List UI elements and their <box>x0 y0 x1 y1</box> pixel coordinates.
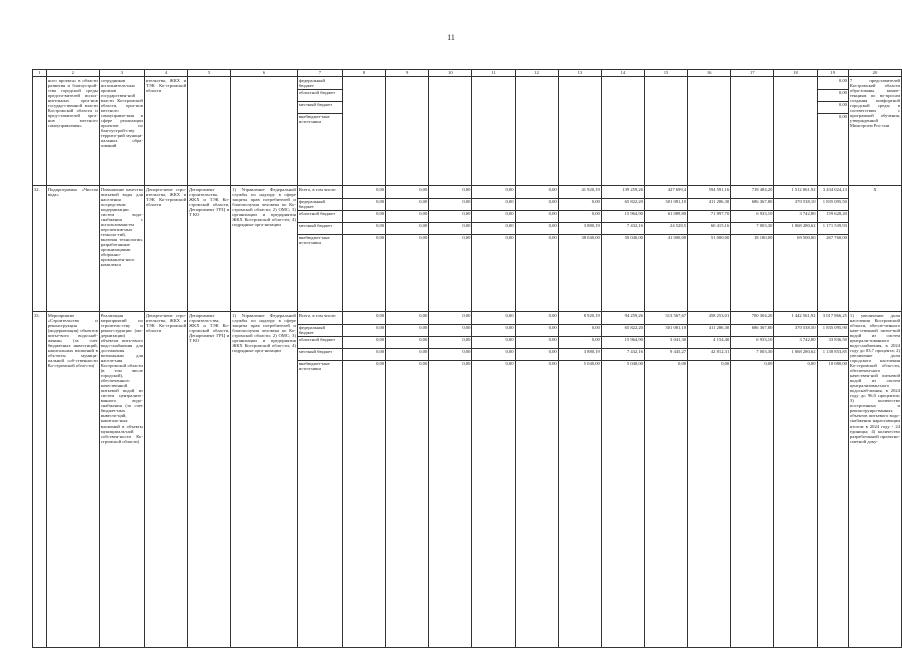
amount: 0,00 <box>429 313 471 325</box>
column-number: 6 <box>231 70 298 77</box>
amount-cell <box>644 77 687 186</box>
amount: 313 567,67 <box>645 313 687 325</box>
column-number: 5 <box>188 70 231 77</box>
amount-cell <box>731 77 774 186</box>
cell-c3: Повышение качества питьевой воды для населения посредством модернизации систем водо-снабжения с использовани-ем перспектив-ных техноло-гий, включая технологии, разработанные организациями оборонно-промышлен-ного комплекса <box>99 186 144 312</box>
amount-cell <box>774 186 817 312</box>
amount: 42 812,31 <box>688 349 730 361</box>
amount: 0,00 <box>429 325 471 337</box>
column-number-row <box>33 70 902 77</box>
amount: 0,00 <box>419 234 428 240</box>
amount: 65 822,20 <box>602 199 644 211</box>
amount: 686 367,80 <box>731 325 773 337</box>
amount-cell <box>774 77 817 186</box>
funding-sources-cell <box>297 312 342 648</box>
amount: 427 699,4 <box>645 187 687 199</box>
amount: 0,00 <box>343 223 385 235</box>
amount: 0,00 <box>429 211 471 223</box>
amount: 69 500,00 <box>797 234 816 240</box>
cell-c4: ительства, ЖКХ и ТЭК Ко-стромской области <box>144 77 187 186</box>
column-number: 17 <box>731 70 774 77</box>
amount: 0,00 <box>386 187 428 199</box>
funding-source: Всего, в том числе: <box>298 313 342 325</box>
column-number: 16 <box>688 70 731 77</box>
amount-cell <box>731 186 774 312</box>
amount-cell <box>429 312 472 648</box>
column-number: 20 <box>848 70 901 77</box>
amount: 411 286,30 <box>688 325 730 337</box>
amount: 71 897,70 <box>688 211 730 223</box>
amount: 686 367,80 <box>731 199 773 211</box>
amount: 0,00 <box>678 360 687 366</box>
column-number: 2 <box>46 70 99 77</box>
funding-sources-cell <box>297 77 342 186</box>
amount-cell <box>731 312 774 648</box>
amount: 139 259,26 <box>602 187 644 199</box>
column-number: 3 <box>99 70 144 77</box>
amount: 0,00 <box>386 349 428 361</box>
amount-cell <box>429 186 472 312</box>
column-number: 10 <box>429 70 472 77</box>
amount-cell <box>688 77 731 186</box>
amount-cell <box>386 312 429 648</box>
amount: 5 040,00 <box>626 360 643 366</box>
amount-cell <box>558 312 601 648</box>
amount: 0,00 <box>386 223 428 235</box>
amount: 9 445,27 <box>645 349 687 361</box>
amount: 0,00 <box>472 223 514 235</box>
amount: 1 512 061,92 <box>774 187 816 199</box>
amount: 0,00 <box>516 325 558 337</box>
amount: 3 434 024,13 <box>818 187 848 199</box>
amount: 411 286,30 <box>688 199 730 211</box>
amount: 33 836,50 <box>818 337 848 349</box>
amount: 370 538,50 <box>774 325 816 337</box>
column-number: 19 <box>817 70 848 77</box>
amount: 458 253,01 <box>688 313 730 325</box>
amount: 0,00 <box>516 337 558 349</box>
cell-c5 <box>188 77 231 186</box>
amount-cell <box>342 312 385 648</box>
funding-source: Всего, в том числе: <box>298 187 342 199</box>
amount: 10 080,00 <box>828 360 847 366</box>
amount: 0,00 <box>516 211 558 223</box>
amount: 0,00 <box>516 199 558 211</box>
amount-cell <box>386 77 429 186</box>
total-amount: 0,00 <box>818 90 848 102</box>
amount: 65 822,20 <box>602 325 644 337</box>
amount-cell <box>558 186 601 312</box>
amount: 0,00 <box>548 234 557 240</box>
result-cell: X <box>848 186 901 312</box>
cell-c4: Департа-мент стро-ительства, ЖКХ и ТЭК Ко-стромской области <box>144 312 187 648</box>
amount-cell <box>429 77 472 186</box>
amount: 0,00 <box>386 325 428 337</box>
amount: 0,00 <box>429 337 471 349</box>
funding-source: областной бюджет <box>298 337 342 349</box>
amount: 0,00 <box>386 211 428 223</box>
funding-source: федеральный бюджет <box>298 199 342 211</box>
funding-source: местный бюджет <box>298 349 342 361</box>
amount-cell <box>558 77 601 186</box>
funding-source: местный бюджет <box>298 102 342 114</box>
funding-source: федеральный бюджет <box>298 325 342 337</box>
amount: 3 880,19 <box>559 349 601 361</box>
amount: 0,00 <box>559 199 601 211</box>
amount: 0,00 <box>721 360 730 366</box>
amount: 3 880,19 <box>559 223 601 235</box>
amount-cell <box>472 312 515 648</box>
column-number: 7 <box>297 70 342 77</box>
amount: 1 171 539,93 <box>818 223 848 235</box>
amount: 0,00 <box>559 337 601 349</box>
amount: 51 000,00 <box>710 234 730 240</box>
amount: 0,00 <box>472 325 514 337</box>
funding-source: областной бюджет <box>298 211 342 223</box>
amount: 1 138 853,85 <box>818 349 848 361</box>
amount: 3 742,80 <box>774 337 816 349</box>
amount: 267 760,00 <box>826 234 847 240</box>
amount: 0,00 <box>462 360 471 366</box>
total-amount: 0,00 <box>838 113 847 119</box>
cell-c4: Департа-мент стро-ительства, ЖКХ и ТЭК Ко-стромской области <box>144 186 187 312</box>
amount: 301 081,10 <box>645 325 687 337</box>
cell-c2: ного проекта» в области развития и благоустрой-ства городской среды предста-вителей испол-нительных орга-нов государ-ственной власти Костромской области и пред-ставителей орга-нов местного самоуправления» <box>46 77 99 186</box>
amount: 0,00 <box>386 337 428 349</box>
cell-c6 <box>231 77 298 186</box>
amount-cell <box>688 312 731 648</box>
amount-cell <box>601 312 644 648</box>
cell-c3: сотрудников исполнитель-ных органов государствен-ной власти Костромской области, орга-нов местного самоуправле-ния в сфере реализации проектов по благоустрой-ству террито-рий муници-пальных обра-зований <box>99 77 144 186</box>
column-number: 15 <box>644 70 687 77</box>
amount: 7 003,30 <box>731 223 773 235</box>
cell-c3: Реализация мероприятий по строитель-ству и рекон-струкции (мо-дернизации) объектов пить-евого водо-снабжения для достижения возможным для населе-ния Костромской области (в том числе городской), обеспеченного качественной питьевой водой из систем централизо-ванного водо-снабжения (за счет бюджет-ных инвести-ций, капиталь-ных вложений в объекты муниципаль-ной собствен-ности Ко-стромской области) <box>99 312 144 648</box>
amount: 0,00 <box>343 187 385 199</box>
amount: 0,00 <box>559 325 601 337</box>
amount: 41 000,00 <box>667 234 687 240</box>
amount-cell <box>601 186 644 312</box>
column-number: 11 <box>472 70 515 77</box>
cell-c1: 32. <box>33 186 47 312</box>
amount: 0,00 <box>343 325 385 337</box>
amount-cell <box>817 186 848 312</box>
cell-c2: Мероприятие «Строительство и реконструкция (модернизация) объектов питье-вого водоснаб-жения» (за счет бюджетных инвестиций, капитальных вложений в объ-екты муници-пальной соб-ственности Ко-стромской обла-сти) <box>46 312 99 648</box>
amount: 0,00 <box>429 187 471 199</box>
total-cell <box>817 77 848 186</box>
result-cell: 1) увеличение доли населения Костромской области, обеспе-ченного каче-ственной питье-вой водой из систем централи-зованного водо-снабжения, в 2024 году до 83,7 процента; 2) увеличение доли городского населения Ко-стромской обла-сти, обеспечен-ного качествен-ной питьевой водой из систем централизован-ного водоснаб-жения, в 2024 году до 96,0 процентов; 3) количество построенных и реконструиро-ванных объектов питьевого водо-снабжения нарастающим итогом в 2024 году - 24 единицы; 4) количество разработанной проектно-сметной доку- <box>848 312 901 648</box>
amount: 0,00 <box>505 234 514 240</box>
column-number: 12 <box>515 70 558 77</box>
funding-source: внебюджет-ные источ-ники <box>298 113 330 124</box>
cell-c5: Департамент строительства, ЖКХ и ТЭК Ко-стромской области, Департамент ГРЦ и Т КО <box>188 186 231 312</box>
amount: 94 259,26 <box>602 313 644 325</box>
amount: 1 835 095,90 <box>818 325 848 337</box>
column-number: 4 <box>144 70 187 77</box>
amount: 4 154,40 <box>688 337 730 349</box>
amount: 0,00 <box>472 337 514 349</box>
cell-c1: 33. <box>33 312 47 648</box>
amount: 24 528,5 <box>645 223 687 235</box>
amount: 7 432,16 <box>602 349 644 361</box>
amount: 1 068 280,62 <box>774 223 816 235</box>
amount: 0,00 <box>343 313 385 325</box>
amount: 3 742,80 <box>774 211 816 223</box>
amount: 1 068 280,62 <box>774 349 816 361</box>
amount: 0,00 <box>343 199 385 211</box>
funding-source: федеральный бюджет <box>298 78 342 90</box>
cell-c1 <box>33 77 47 186</box>
result-cell: 7 представителей Костромской области обра-зованы компе-тенциям по во-просам создания комфортной городской среды в соответствии с программой обучения, утвержденной Минстроем Рос-сии <box>848 77 901 186</box>
amount: 0,00 <box>764 360 773 366</box>
amount: 3 041,30 <box>645 337 687 349</box>
amount: 7 432,16 <box>602 223 644 235</box>
funding-source: внебюджет-ные источ-ники <box>298 360 330 371</box>
amount: 61 089,80 <box>645 211 687 223</box>
amount: 594 591,16 <box>688 187 730 199</box>
amount-cell <box>601 77 644 186</box>
page-number: 11 <box>447 33 455 42</box>
amount: 0,00 <box>419 360 428 366</box>
amount: 15 964,90 <box>602 337 644 349</box>
funding-sources-cell <box>297 186 342 312</box>
amount-cell <box>774 312 817 648</box>
table-row-continuation <box>33 77 902 186</box>
amount: 0,00 <box>516 187 558 199</box>
amount: 50 040,00 <box>624 234 643 240</box>
amount-cell <box>342 186 385 312</box>
funding-source: областной бюджет <box>298 90 342 102</box>
funding-source: внебюджет-ные источ-ники <box>298 234 330 245</box>
amount: 0,00 <box>472 211 514 223</box>
amount-cell <box>817 312 848 648</box>
amount: 0,00 <box>472 187 514 199</box>
amount: 700 304,20 <box>731 313 773 325</box>
cell-c5: Департамент строитель-ства, ЖКХ и ТЭК Ко-стромской области, Департамент ГРЦ и Т КО <box>188 312 231 648</box>
amount: 0,00 <box>807 360 816 366</box>
amount: 0,00 <box>386 313 428 325</box>
amount: 0,00 <box>429 199 471 211</box>
amount: 0,00 <box>376 234 385 240</box>
amount-cell <box>644 186 687 312</box>
amount: 0,00 <box>472 349 514 361</box>
amount: 0,00 <box>516 349 558 361</box>
column-number: 8 <box>342 70 385 77</box>
amount: 0,00 <box>343 349 385 361</box>
amount: 1 442 561,92 <box>774 313 816 325</box>
amount: 301 081,10 <box>645 199 687 211</box>
total-amount: 0,00 <box>818 78 848 90</box>
amount: 5 040,00 <box>583 360 600 366</box>
cell-c2: Подпрограмма «Чистая вода» <box>46 186 99 312</box>
amount: 0,00 <box>462 234 471 240</box>
amount: 0,00 <box>376 360 385 366</box>
amount: 370 538,10 <box>774 199 816 211</box>
amount-cell <box>386 186 429 312</box>
amount: 15 964,90 <box>602 211 644 223</box>
table-row <box>33 186 902 312</box>
amount: 0,00 <box>429 223 471 235</box>
amount: 6 933,10 <box>731 337 773 349</box>
amount: 0,00 <box>559 211 601 223</box>
amount: 0,00 <box>429 349 471 361</box>
amount-cell <box>688 186 731 312</box>
amount: 60 415,16 <box>688 223 730 235</box>
amount: 0,00 <box>505 360 514 366</box>
amount: 718 484,20 <box>731 187 773 199</box>
amount: 0,00 <box>386 199 428 211</box>
amount: 0,00 <box>516 223 558 235</box>
amount: 0,00 <box>472 199 514 211</box>
column-number: 9 <box>386 70 429 77</box>
amount: 38 040,00 <box>581 234 600 240</box>
amount: 0,00 <box>343 337 385 349</box>
amount: 41 920,19 <box>559 187 601 199</box>
amount: 0,00 <box>472 313 514 325</box>
amount-cell <box>472 77 515 186</box>
column-number: 14 <box>601 70 644 77</box>
amount: 0,00 <box>516 313 558 325</box>
amount-cell <box>472 186 515 312</box>
amount-cell <box>515 186 558 312</box>
cell-c6: 1) Управление Федеральной службы по надзору в сфере защиты прав потребителей и благополучия человека по Ко-стромской области; 2) ОМС; 3) организации и предприятия ЖКХ Костромской обла-сти; 4) подрядные орга-низации <box>231 186 298 312</box>
amount: 159 628,20 <box>818 211 848 223</box>
amount: 3 017 866,25 <box>818 313 848 325</box>
amount-cell <box>644 312 687 648</box>
amount-cell <box>515 77 558 186</box>
amount: 0,00 <box>343 211 385 223</box>
column-number: 1 <box>33 70 47 77</box>
column-number: 13 <box>558 70 601 77</box>
amount: 8 920,19 <box>559 313 601 325</box>
cell-c6: 1) Управление Федеральной службы по надзору в сфере защиты прав потребителей и благополучия человека по Ко-стромской области; 2) ОМС; 3) организации и предприятия ЖКХ Костромской обла-сти; 4) подрядные орга-низации <box>231 312 298 648</box>
total-amount: 0,00 <box>818 102 848 114</box>
program-table <box>32 69 902 648</box>
amount-cell <box>515 312 558 648</box>
amount: 0,00 <box>548 360 557 366</box>
amount: 7 003,30 <box>731 349 773 361</box>
amount: 18 180,00 <box>754 234 773 240</box>
funding-source: местный бюджет <box>298 223 342 235</box>
amount: 1 835 095,50 <box>818 199 848 211</box>
column-number: 18 <box>774 70 817 77</box>
amount-cell <box>342 77 385 186</box>
table-row <box>33 312 902 648</box>
amount: 6 933,10 <box>731 211 773 223</box>
